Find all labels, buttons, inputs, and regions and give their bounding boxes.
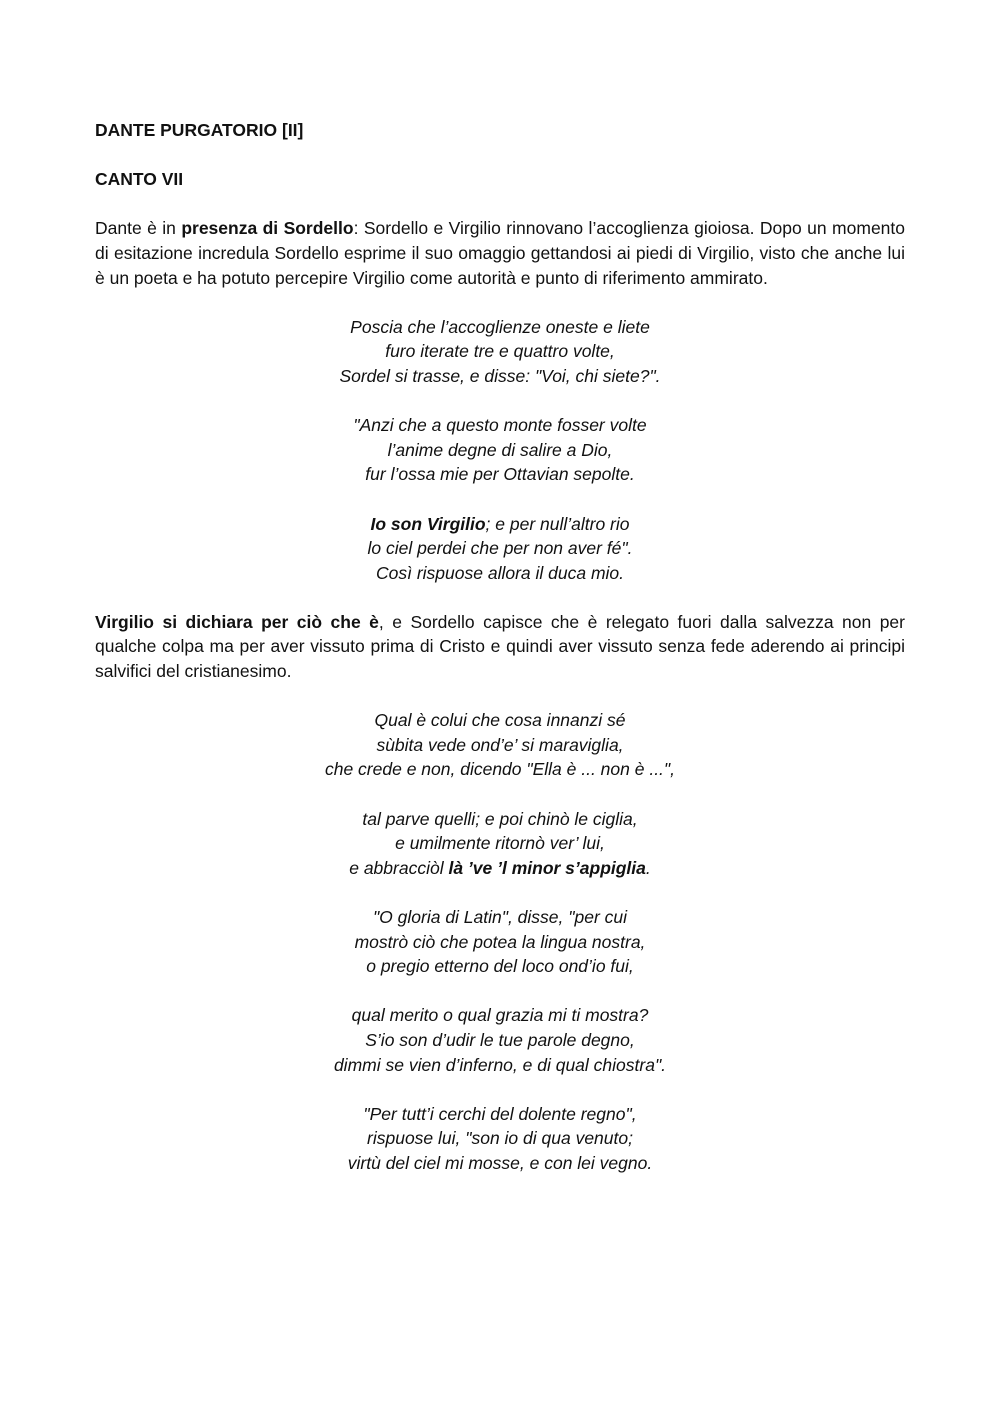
verse-stanza-6 [95,905,905,979]
verse-text: e abbracciòl [349,857,449,878]
verse-stanza-1 [95,315,905,389]
commentary-paragraph [95,610,905,684]
verse-line: sùbita vede ond’e’ si maraviglia, [376,734,624,755]
verse-line: l’anime degne di salire a Dio, [387,439,613,460]
canto-heading: CANTO VII [95,169,184,190]
verse-line: "Anzi che a questo monte fosser volte [353,415,647,436]
verse-line: furo iterate tre e quattro volte, [385,341,615,362]
verse-line: Così rispuose allora il duca mio. [375,562,625,583]
commentary-bold-1: Virgilio si dichiara per ciò che è [95,611,379,632]
verse-line: dimmi se vien d’inferno, e di qual chiostra". [333,1054,667,1075]
verse-stanza-5 [95,807,905,881]
verse-stanza-3 [95,512,905,586]
verse-line: S’io son d’udir le tue parole degno, [365,1029,635,1050]
verse-stanza-8 [95,1102,905,1176]
verse-text: ; e per null’altro rio [485,513,630,534]
verse-line: "Per tutt’i cerchi del dolente regno", [363,1103,637,1124]
intro-text-1: Dante è in [95,218,182,239]
verse-line: che crede e non, dicendo "Ella è ... non è ...", [324,759,675,780]
verse-line: e umilmente ritornò ver’ lui, [395,833,605,854]
verse-line: Qual è colui che cosa innanzi sé [374,710,626,731]
intro-text-2: : Sordello e Virgilio rinnovano l’accoglienza gioiosa. Dopo un momento di esitazione incredula Sordello esprime il suo omaggio gettandosi ai piedi di Virgilio, visto che anche lui è un poeta e ha potuto percepire Virgilio come autorità e punto di riferimento ammirato. [95,218,906,288]
verse-line: qual merito o qual grazia mi ti mostra? [351,1005,649,1026]
verse-line: fur l’ossa mie per Ottavian sepolte. [365,464,635,485]
verse-line: lo ciel perdei che per non aver fé". [367,538,633,559]
document-title: DANTE PURGATORIO [II] [95,120,304,140]
verse-stanza-7 [95,1003,905,1077]
document-page [95,118,905,1200]
verse-stanza-4 [95,708,905,782]
verse-line [95,856,905,881]
verse-line: Poscia che l’accoglienze oneste e liete [350,316,650,337]
verse-bold: là ’ve ’l minor s’appiglia [448,857,646,878]
verse-line: tal parve quelli; e poi chinò le ciglia, [362,808,638,829]
verse-line: o pregio etterno del loco ond’io fui, [366,956,634,977]
verse-stanza-2 [95,413,905,487]
verse-line: "O gloria di Latin", disse, "per cui [372,907,628,927]
verse-line: virtù del ciel mi mosse, e con lei vegno. [347,1152,653,1173]
verse-bold: Io son Virgilio [370,513,486,534]
verse-line: rispuose lui, "son io di qua venuto; [367,1128,633,1149]
intro-bold-1: presenza di Sordello [181,218,354,239]
intro-paragraph [95,216,905,290]
verse-line [95,512,905,537]
verse-line: Sordel si trasse, e disse: "Voi, chi siete?". [339,365,661,386]
commentary-text-1: , e Sordello capisce che è relegato fuori dalla salvezza non per qualche colpa ma per aver vissuto prima di Cristo e quindi aver vissuto senza fede aderendo ai principi salvifici del cristianesimo. [95,611,905,682]
verse-line: mostrò ciò che potea la lingua nostra, [354,931,646,952]
verse-text: . [645,857,651,878]
